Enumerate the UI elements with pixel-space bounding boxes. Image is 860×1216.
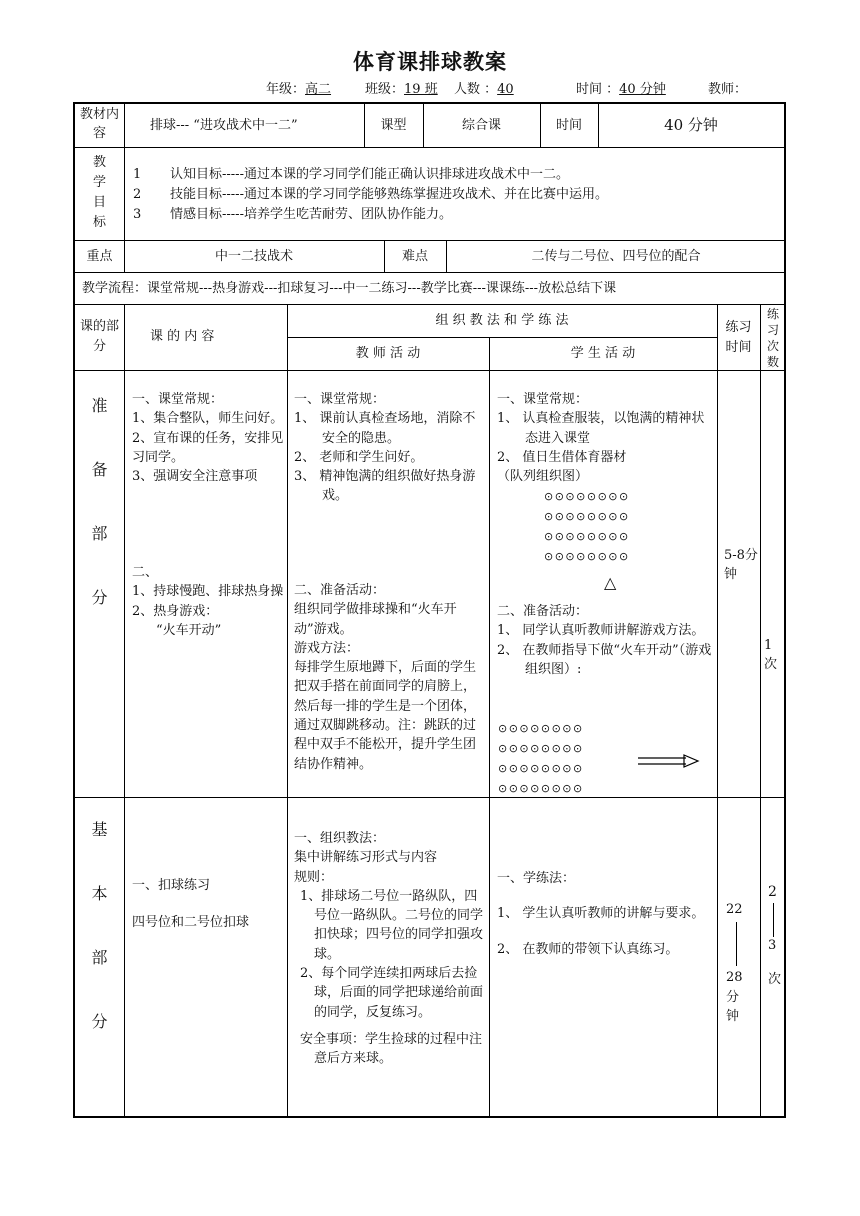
prep-student-b: 二、准备活动： 1、 同学认真听教师讲解游戏方法。 2、 在教师指导下做“火车开动”（游戏组织图）:	[497, 604, 712, 677]
basic-part-char: 分	[91, 1012, 108, 1031]
basic-time-end: 28	[726, 970, 743, 985]
col-divider	[287, 304, 288, 1118]
count-field: 人数 ：40	[454, 82, 514, 97]
goal-text: 情感目标-----培养学生吃苦耐劳、团队协作能力。	[170, 207, 452, 222]
row-divider	[73, 272, 786, 273]
basic-content-title: 一、扣球练习	[132, 878, 211, 893]
basic-time-unit: 分钟	[726, 990, 740, 1024]
part-header: 课的部分	[79, 319, 119, 354]
prep-content-b: 二、 1、持球慢跑、排球热身操 2、热身游戏： “火车开动”	[132, 565, 284, 638]
teacher-field: 教师：	[708, 82, 748, 97]
basic-teacher: 一、组织教法： 集中讲解练习形式与内容 规则： 1、排球场二号位一路纵队，四号位一路纵队。二号位的同学扣快球；四号位的同学扣强攻球。 2、每个同学连续扣两球后去捡球，后面的同学把球递给前面的同学，反复练习。 安全事项：学生捡球的过程中注意后方来球。	[294, 831, 484, 1067]
prep-part-char: 备	[91, 460, 108, 479]
formation-row: ⊙⊙⊙⊙⊙⊙⊙⊙	[498, 762, 584, 775]
prep-content-a: 一、课堂常规： 1、集合整队，师生问好。 2、宣布课的任务，安排见习同学。 3、强调安全注意事项	[132, 392, 284, 485]
content-header: 课 的 内 容	[150, 329, 215, 344]
difficulty-label: 难点	[401, 249, 428, 264]
prep-part-label	[75, 374, 124, 630]
basic-content-detail: 四号位和二号位扣球	[132, 915, 250, 930]
row-divider	[73, 797, 786, 798]
difficulty-value: 二传与二号位、四号位的配合	[531, 249, 701, 264]
goals-label-char: 目	[92, 195, 106, 210]
basic-part-char: 基	[91, 820, 108, 839]
col-divider	[124, 102, 125, 147]
formation-row: ⊙⊙⊙⊙⊙⊙⊙⊙	[498, 782, 584, 795]
col-divider	[124, 147, 125, 240]
row-divider	[73, 147, 786, 148]
goal-number: 1	[133, 167, 142, 182]
formation-row: ⊙⊙⊙⊙⊙⊙⊙⊙	[544, 490, 630, 503]
goals-label-char: 学	[92, 175, 106, 190]
goal-text: 技能目标-----通过本课的学习同学能够熟练掌握进攻战术、并在比赛中运用。	[170, 187, 608, 202]
formation-row: ⊙⊙⊙⊙⊙⊙⊙⊙	[544, 510, 630, 523]
basic-part-label	[75, 798, 124, 1054]
teaching-flow: 教学流程：课堂常规---热身游戏---扣球复习---中一二练习---教学比赛---课课练---放松总结下课	[82, 281, 617, 296]
type-value: 综合课	[461, 118, 501, 133]
basic-student: 一、学练法： 1、 学生认真听教师的讲解与要求。 2、 在教师的带领下认真练习。	[497, 871, 705, 957]
type-label: 课型	[380, 118, 407, 133]
key-label: 重点	[86, 249, 113, 264]
prep-part-char: 准	[91, 396, 108, 415]
row-divider	[73, 370, 786, 371]
material-content: 排球--- “进攻战术中一二”	[150, 118, 298, 133]
count-range-line	[773, 903, 774, 937]
basic-part-char: 本	[91, 884, 108, 903]
key-value: 中一二技战术	[214, 249, 293, 264]
prep-time: 5-8分钟	[724, 548, 758, 582]
row-divider	[73, 240, 786, 241]
row-divider	[287, 337, 717, 338]
basic-count-start: 2	[768, 884, 777, 900]
class-field: 班级：19 班	[365, 82, 438, 97]
game-formation-diagram	[498, 719, 584, 799]
basic-part-char: 部	[91, 948, 108, 967]
formation-diagram	[544, 487, 630, 567]
time-field: 时间 ：40 分钟	[576, 82, 666, 97]
goal-text: 认知目标-----通过本课的学习同学们能正确认识排球进攻战术中一二。	[170, 167, 569, 182]
formation-row: ⊙⊙⊙⊙⊙⊙⊙⊙	[498, 722, 584, 735]
col-divider	[489, 337, 490, 1118]
basic-time-start: 22	[726, 902, 743, 917]
practice-time-header: 练习时间	[725, 320, 752, 355]
prep-part-char: 部	[91, 524, 108, 543]
prep-count: 1次	[764, 638, 778, 672]
practice-count-header: 练习次数	[766, 307, 779, 369]
arrow-right-icon	[636, 754, 700, 768]
grade-field: 年级：高二	[266, 82, 332, 97]
method-header: 组 织 教 法 和 学 练 法	[435, 313, 569, 328]
teacher-triangle-icon: △	[604, 573, 617, 592]
goals-label-char: 教	[92, 155, 106, 170]
col-divider	[717, 304, 718, 1118]
time-range-line	[736, 922, 737, 966]
student-activity-header: 学 生 活 动	[570, 346, 636, 361]
material-label: 教材内容	[79, 107, 119, 141]
document-title: 体育课排球教案	[353, 49, 507, 74]
formation-row: ⊙⊙⊙⊙⊙⊙⊙⊙	[498, 742, 584, 755]
formation-row: ⊙⊙⊙⊙⊙⊙⊙⊙	[544, 550, 630, 563]
prep-student-a: 一、课堂常规： 1、 认真检查服装，以饱满的精神状态进入课堂 2、 值日生借体育器材 （队列组织图）	[497, 392, 705, 485]
teacher-activity-header: 教 师 活 动	[355, 346, 421, 361]
basic-count-end: 3	[768, 938, 777, 953]
prep-teacher-b: 二、准备活动： 组织同学做排球操和“火车开动”游戏。 游戏方法： 每排学生原地蹲下，后面的学生把双手搭在前面同学的肩膀上，然后每一排的学生是一个团体，通过双脚跳移动。注：跳跃的过程中双手不能松开，提升学生团结协作精神。	[294, 583, 477, 772]
basic-count-unit: 次	[768, 972, 782, 987]
prep-teacher-a: 一、课堂常规： 1、 课前认真检查场地，消除不安全的隐患。 2、 老师和学生问好。 3、 精神饱满的组织做好热身游戏。	[294, 392, 476, 504]
row-divider	[73, 304, 786, 305]
col-divider	[760, 304, 761, 1118]
duration-label: 时间	[555, 118, 582, 133]
formation-row: ⊙⊙⊙⊙⊙⊙⊙⊙	[544, 530, 630, 543]
col-divider	[124, 304, 125, 1118]
prep-part-char: 分	[91, 588, 108, 607]
goal-number: 3	[133, 207, 142, 222]
duration-value: 40 分钟	[664, 116, 718, 134]
goal-number: 2	[133, 187, 142, 202]
goals-label-char: 标	[92, 215, 106, 230]
goals-label	[75, 153, 124, 233]
